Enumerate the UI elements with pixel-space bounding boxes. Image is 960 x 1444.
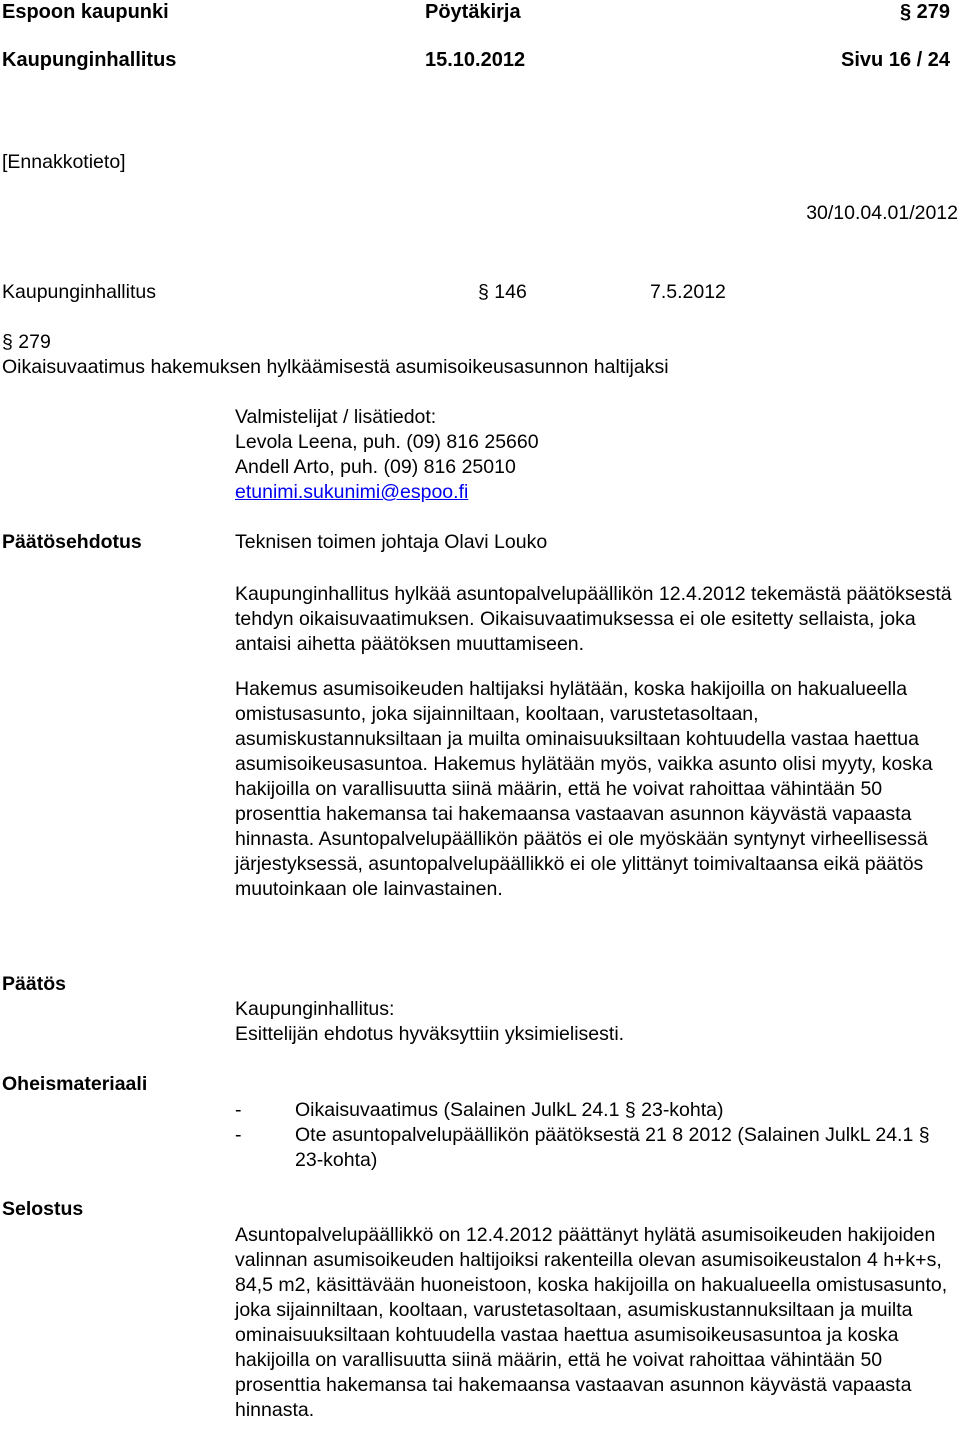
preparer-1: Levola Leena, puh. (09) 816 25660 — [235, 431, 539, 453]
section-title: Oikaisuvaatimus hakemuksen hylkäämisestä asumisoikeusasunnon haltijaksi — [2, 356, 669, 378]
header-body: Kaupunginhallitus — [2, 49, 177, 71]
prior-section: § 146 — [478, 281, 527, 303]
attachment-text: Oikaisuvaatimus (Salainen JulkL 24.1 § 23-kohta) — [295, 1099, 724, 1121]
decision-text: Esittelijän ehdotus hyväksyttiin yksimielisesti. — [235, 1023, 625, 1045]
decision-label: Päätös — [2, 973, 66, 995]
proposal-paragraph-2: Hakemus asumisoikeuden haltijaksi hylätään, koska hakijoilla on hakualueella omistusasunto, joka sijainniltaan, kooltaan, varustetasoltaan, asumiskustannuksiltaan ja muilta ominaisuuksiltaan kohtuudella vastaa haettua asumisoikeusasuntoa. Hakemus hylätään myös, vaikka asunto olisi myyty, koska hakijoilla on varallisuutta siinä määrin, että he voivat rahoittaa vähintään 50 prosenttia hakemansa tai hakemaansa vastaavan asunnon käyvästä vapaasta hinnasta. Asuntopalvelupäällikön päätös ei ole myöskään syntynyt virheellisessä järjestyksessä, asuntopalvelupäällikkö ei ole ylittänyt toimivaltaansa eikä päätös muutoinkaan ole lainvastainen. — [235, 678, 933, 900]
email-link-wrap — [235, 480, 468, 505]
reference-number: 30/10.04.01/2012 — [806, 202, 958, 224]
doc-type: Pöytäkirja — [425, 1, 521, 23]
prior-date: 7.5.2012 — [650, 281, 726, 303]
section-number: § 279 — [2, 331, 51, 353]
org-name: Espoon kaupunki — [2, 1, 169, 23]
attachments-label: Oheismateriaali — [2, 1073, 148, 1095]
prior-body: Kaupunginhallitus — [2, 281, 156, 303]
page-number: Sivu 16 / 24 — [841, 49, 950, 71]
prior-info-tag: [Ennakkotieto] — [2, 151, 126, 173]
explanation-label: Selostus — [2, 1198, 84, 1220]
meeting-date: 15.10.2012 — [425, 49, 526, 71]
attachment-text: Ote asuntopalvelupäällikön päätöksestä 21 8 2012 (Salainen JulkL 24.1 § 23-kohta) — [295, 1124, 930, 1171]
proposal-label: Päätösehdotus — [2, 531, 142, 553]
bullet-dash: - — [235, 1099, 242, 1121]
proposer: Teknisen toimen johtaja Olavi Louko — [235, 531, 548, 553]
email-link[interactable]: etunimi.sukunimi@espoo.fi — [235, 481, 469, 503]
preparer-2: Andell Arto, puh. (09) 816 25010 — [235, 456, 516, 478]
preparers-heading: Valmistelijat / lisätiedot: — [235, 406, 437, 428]
header-section-number: § 279 — [899, 1, 950, 23]
proposal-paragraph-1: Kaupunginhallitus hylkää asuntopalvelupäällikön 12.4.2012 tekemästä päätöksestä tehdyn oikaisuvaatimuksen. Oikaisuvaatimuksessa ei ole esitetty sellaista, joka antaisi aihetta päätöksen muuttamiseen. — [235, 583, 952, 655]
decision-body: Kaupunginhallitus: — [235, 998, 395, 1020]
bullet-dash: - — [235, 1124, 242, 1146]
explanation-text: Asuntopalvelupäällikkö on 12.4.2012 päättänyt hylätä asumisoikeuden hakijoiden valinnan asumisoikeuden haltijoiksi rakenteilla olevan asumisoikeustalon 4 h+k+s, 84,5 m2, käsittävään huoneistoon, koska hakijoilla on hakualueella omistusasunto, joka sijainniltaan, kooltaan, varustetasoltaan, asumiskustannuksiltaan ja muilta ominaisuuksiltaan kohtuudella vastaa haettua asumisoikeusasuntoa ja koska hakijoilla on varallisuutta siinä määrin, että he voivat rahoittaa vähintään 50 prosenttia hakemansa tai hakemaansa vastaavan asunnon käyvästä vapaasta hinnasta. — [235, 1224, 948, 1421]
